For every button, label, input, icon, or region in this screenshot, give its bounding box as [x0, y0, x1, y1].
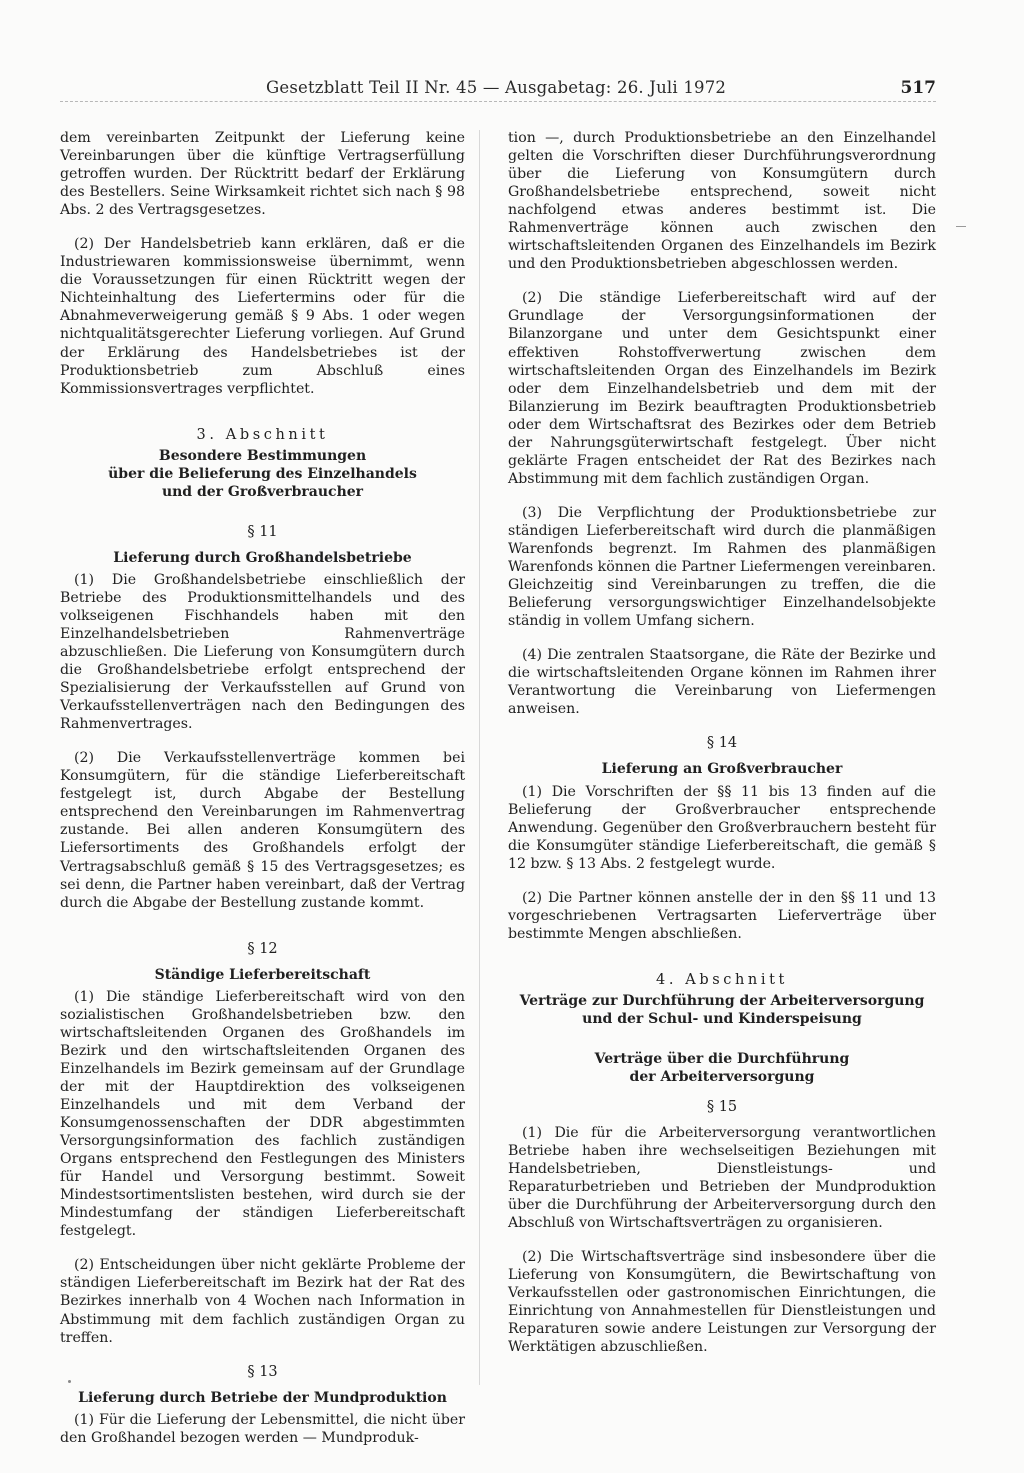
paragraph: (2) Die Wirtschaftsverträge sind insbesondere über die Lieferung von Konsumgütern, die Bewirtschaftung von Verkaufsstellen oder gastronomischen Einrichtungen, die Einrichtung von Annahmestellen für Dienstleistungen und Reparaturen sowie andere Leistungen zur Versorgung der Werktätigen abzuschließen.: [508, 1249, 936, 1356]
column-divider: [479, 130, 480, 1385]
paragraph: (3) Die Verpflichtung der Produktionsbetriebe zur ständigen Lieferbereitschaft wird durch die planmäßigen Warenfonds begrenzt. Im Rahmen des planmäßigen Warenfonds können die Partner Liefermengen vereinbaren. Gleichzeitig sind Vereinbarungen zu treffen, die die Belieferung versorgungswichtiger Einzelhandelsobjekte ständig in vollem Umfang sichern.: [508, 504, 936, 630]
paragraph-number: § 15: [706, 1098, 738, 1115]
paragraph-title: Ständige Lieferbereitschaft: [154, 966, 371, 983]
paragraph: (1) Die Großhandelsbetriebe einschließlich der Betriebe des Produktionsmittelhandels und des volkseigenen Fischhandels haben mit den Einzelhandelsbetrieben Rahmenverträge abzuschließen. Die Lieferung von Konsumgütern durch die Großhandelsbetriebe erfolgt entsprechend der Spezialisierung der Verkaufsstellen auf Grund von Verkaufsstellenverträgen nach den Bedingungen des Rahmenvertrages.: [60, 571, 465, 733]
paragraph: (1) Die Vorschriften der §§ 11 bis 13 finden auf die Belieferung der Großverbraucher entsprechende Anwendung. Gegenüber den Großverbrauchern besteht für die Konsumgüter ständige Lieferbereitschaft, die gemäß § 12 bzw. § 13 Abs. 2 festgelegt wurde.: [508, 783, 936, 872]
paragraph: (2) Die Partner können anstelle der in den §§ 11 und 13 vorgeschriebenen Vertragsarten Lieferverträge über bestimmte Mengen abschließen.: [508, 889, 936, 942]
paragraph-number: § 11: [247, 523, 278, 540]
left-column: [60, 129, 465, 1463]
header-title: Gesetzblatt Teil II Nr. 45 — Ausgabetag: 26. Juli 1972: [266, 78, 727, 97]
paragraph: dem vereinbarten Zeitpunkt der Lieferung keine Vereinbarungen über die künftige Vertragserfüllung getroffen wurden. Der Rücktritt bedarf der Erklärung des Bestellers. Seine Wirksamkeit richtet sich nach § 98 Abs. 2 des Vertragsgesetzes.: [60, 130, 465, 219]
paragraph: (4) Die zentralen Staatsorgane, die Räte der Bezirke und die wirtschaftsleitenden Organe können im Rahmen ihrer Verantwortung die Vereinbarung von Liefermengen anweisen.: [508, 647, 936, 718]
section-subtitle: Verträge zur Durchführung der Arbeiterversorgung: [519, 992, 925, 1009]
section-subtitle: und der Schul- und Kinderspeisung: [582, 1010, 862, 1027]
paragraph: (2) Die Verkaufsstellenverträge kommen bei Konsumgütern, für die ständige Lieferbereitschaft festgelegt ist, durch Abgabe der Bestellung entsprechend den Vereinbarungen im Rahmenvertrag zustande. Bei allen anderen Konsumgütern des Liefersortiments des Großhandels erfolgt der Vertragsabschluß gemäß § 15 des Vertragsgesetzes; es sei denn, die Partner haben vereinbart, daß der Vertrag durch die Abgabe der Bestellung zustande kommt.: [60, 750, 465, 911]
subsection-heading: Verträge über die Durchführung: [594, 1050, 850, 1067]
paragraph-number: § 14: [706, 735, 738, 752]
right-column: [508, 129, 936, 1373]
paragraph: (2) Der Handelsbetrieb kann erklären, daß er die Industriewaren kommissionsweise übernimmt, wenn die Voraussetzungen für einen Rücktritt wegen der Nichteinhaltung des Liefertermins oder für die Abnahmeverweigerung gemäß § 9 Abs. 1 oder wegen nichtqualitätsgerechter Lieferung vorliegen. Auf Grund der Erklärung des Handelsbetriebes ist der Produktionsbetrieb zum Abschluß eines Kommissionsvertrages verpflichtet.: [60, 236, 465, 397]
paragraph: (2) Entscheidungen über nicht geklärte Probleme der ständigen Lieferbereitschaft im Bezirk hat der Rat des Bezirkes innerhalb von 4 Wochen nach Information in Abstimmung mit dem fachlich zuständigen Organ zu treffen.: [60, 1257, 465, 1346]
paragraph-number: § 12: [247, 940, 278, 957]
page-number: 517: [900, 78, 936, 98]
header-rule: [60, 101, 936, 102]
paragraph: tion —, durch Produktionsbetriebe an den Einzelhandel gelten die Vorschriften dieser Durchführungsverordnung über die Lieferung von Konsumgütern durch Großhandelsbetriebe entsprechend, soweit nicht nachfolgend etwas anderes bestimmt ist. Die Rahmenverträge können auch zwischen den wirtschaftsleitenden Organen des Einzelhandels im Bezirk und den Produktionsbetrieben abgeschlossen werden.: [508, 130, 936, 273]
section-heading: 4. Abschnitt: [656, 971, 788, 988]
paragraph-title: Lieferung durch Betriebe der Mundproduktion: [78, 1389, 447, 1406]
paragraph: (2) Die ständige Lieferbereitschaft wird auf der Grundlage der Versorgungsinformationen der Bilanzorgane und unter dem Gesichtspunkt einer effektiven Rohstoffverwertung zwischen dem wirtschaftsleitenden Organ des Einzelhandels im Bezirk oder dem Einzelhandelsbetrieb und dem mit der Bilanzierung im Bezirk beauftragten Produktionsbetrieb oder dem Wirtschaftsrat des Bezirkes oder dem Betrieb der Nahrungsgüterwirtschaft festgelegt. Über nicht geklärte Fragen entscheidet der Rat des Bezirkes nach Abstimmung mit dem fachlich zuständigen Organ.: [508, 290, 936, 487]
paragraph: (1) Für die Lieferung der Lebensmittel, die nicht über den Großhandel bezogen werden — Mundproduk-: [60, 1411, 465, 1446]
paragraph-number: § 13: [247, 1363, 278, 1380]
section-subtitle: und der Großverbraucher: [161, 483, 364, 500]
paragraph: (1) Die für die Arbeiterversorgung verantwortlichen Betriebe haben ihre wechselseitigen Beziehungen mit Handelsbetrieben, Dienstleistungs- und Reparaturbetrieben und Betrieben der Mundproduktion über die Durchführung der Arbeiterversorgung durch den Abschluß von Wirtschaftsverträgen zu organisieren.: [508, 1124, 936, 1232]
section-subtitle: über die Belieferung des Einzelhandels: [108, 465, 417, 482]
paragraph-title: Lieferung an Großverbraucher: [601, 761, 843, 778]
section-subtitle: Besondere Bestimmungen: [158, 447, 367, 464]
subsection-heading: der Arbeiterversorgung: [629, 1068, 815, 1085]
paragraph-title: Lieferung durch Großhandelsbetriebe: [113, 549, 412, 566]
margin-mark: [956, 226, 966, 227]
paragraph: (1) Die ständige Lieferbereitschaft wird von den sozialistischen Großhandelsbetrieben bzw. den wirtschaftsleitenden Organen des Großhandels im Bezirk und den wirtschaftsleitenden Organen des Einzelhandels im Bezirk gemeinsam auf der Grundlage der mit der Hauptdirektion des volkseigenen Einzelhandels und mit dem Verband der Konsumgenossenschaften der DDR abgestimmten Versorgungsinformation des fachlich zuständigen Organs entsprechend den Festlegungen des Ministers für Handel und Versorgung bestimmt. Soweit Mindestsortimentslisten bestehen, wird durch sie der Mindestumfang der ständigen Lieferbereitschaft festgelegt.: [60, 988, 465, 1240]
section-heading: 3. Abschnitt: [196, 426, 329, 443]
